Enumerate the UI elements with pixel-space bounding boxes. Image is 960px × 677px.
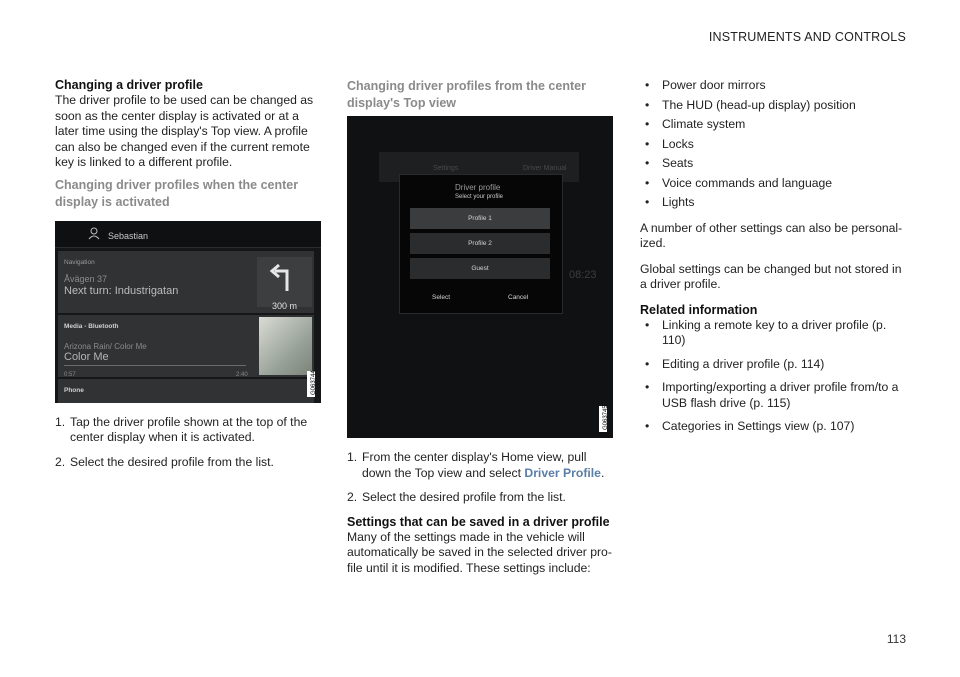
list-item: • Lights (645, 195, 695, 209)
street-name: Åvägen 37 (64, 273, 108, 284)
settings-list (640, 78, 910, 211)
progress-bar (64, 365, 246, 366)
media-label: Media - Bluetooth (64, 322, 119, 330)
list-item: • Seats (645, 156, 694, 170)
related-link[interactable]: • Importing/exporting a driver profile from/to a USB flash drive (p. 115) (645, 380, 899, 410)
background-settings-label: Settings (433, 165, 459, 172)
section-heading: Changing a driver profile (55, 78, 203, 92)
top-view-screenshot (347, 116, 613, 438)
song-title: Color Me (64, 350, 109, 363)
settings-paragraph: Many of the settings made in the vehicle will automatically be saved in the selected driver profile until it is modified. These settings include: (347, 529, 612, 575)
list-item: • Climate system (645, 117, 746, 131)
subheading-activated: Changing driver profiles when the center display is activated (55, 177, 299, 209)
time-elapsed: 0:57 (64, 371, 76, 378)
related-link[interactable]: • Editing a driver profile (p. 114) (645, 356, 825, 371)
related-heading: Related information (640, 302, 758, 317)
navigation-tile (58, 251, 314, 313)
dialog-subtitle: Select your profile (455, 194, 504, 200)
settings-heading: Settings that can be saved in a driver profile (347, 514, 610, 529)
phone-label: Phone (64, 386, 84, 394)
profile-bar (55, 221, 321, 248)
column-3 (640, 78, 910, 443)
select-button[interactable]: Select (432, 294, 451, 301)
artist-name: Arizona Rain/ Color Me (64, 341, 147, 351)
turn-left-arrow-icon (257, 257, 312, 297)
dialog-title: Driver profile (455, 183, 501, 192)
subheading-top-view: Changing driver profiles from the center display's Top view (347, 79, 586, 110)
cancel-button[interactable]: Cancel (508, 294, 529, 301)
related-link[interactable]: • Linking a remote key to a driver profile (p. 110) (645, 317, 887, 347)
list-item: 1. Tap the driver profile shown at the top of the center display when it is activated. (55, 414, 308, 444)
list-item: • Locks (645, 136, 694, 151)
steps-list-1 (55, 415, 320, 471)
user-icon (88, 227, 100, 240)
list-item: 1. From the center display's Home view, pull down the Top view and select Driver Profile. (347, 450, 605, 480)
column-1 (55, 78, 320, 479)
column-2 (347, 78, 613, 576)
profile-option-guest[interactable]: Guest (410, 258, 550, 279)
list-item: • The HUD (head-up display) position (645, 97, 856, 112)
list-item: • Power door mirrors (645, 78, 766, 92)
intro-paragraph: The driver profile to be used can be changed as soon as the center display is activated or at a later time using the display's Top view. A profile can also be changed even if the current remote key is linked to a different profile. (55, 93, 314, 169)
driver-profile-link: Driver Profile (524, 465, 601, 480)
list-item: 2. Select the desired profile from the list. (347, 490, 566, 504)
profile-option-2[interactable]: Profile 2 (410, 233, 550, 254)
global-settings-paragraph: Global settings can be changed but not stored in a driver profile. (640, 261, 902, 291)
page-number: 113 (886, 632, 906, 646)
profile-option-1[interactable]: Profile 1 (410, 208, 550, 229)
background-manual-label: Driver Manual (523, 165, 567, 172)
personalized-paragraph: A number of other settings can also be personalized. (640, 220, 903, 250)
background-clock: 08:23 (569, 269, 597, 281)
album-art (259, 317, 312, 375)
media-tile (58, 315, 314, 377)
running-header: INSTRUMENTS AND CONTROLS (708, 30, 906, 44)
profile-name: Sebastian (108, 230, 149, 241)
navigation-label: Navigation (64, 258, 95, 266)
steps-list-2 (347, 450, 613, 506)
center-display-screenshot (55, 221, 321, 403)
driver-profile-dialog (399, 174, 563, 314)
related-list (640, 318, 910, 435)
related-link[interactable]: • Categories in Settings view (p. 107) (645, 419, 855, 433)
phone-tile (58, 379, 314, 403)
figure-code: G063744 (307, 371, 315, 397)
figure-code: G063745 (599, 406, 607, 432)
next-turn: Next turn: Industrigatan (64, 284, 179, 297)
list-item: • Voice commands and language (645, 175, 833, 190)
list-item: 2. Select the desired profile from the list. (55, 454, 274, 469)
turn-distance: 300 m (272, 300, 298, 311)
time-total: 2:40 (236, 371, 248, 378)
